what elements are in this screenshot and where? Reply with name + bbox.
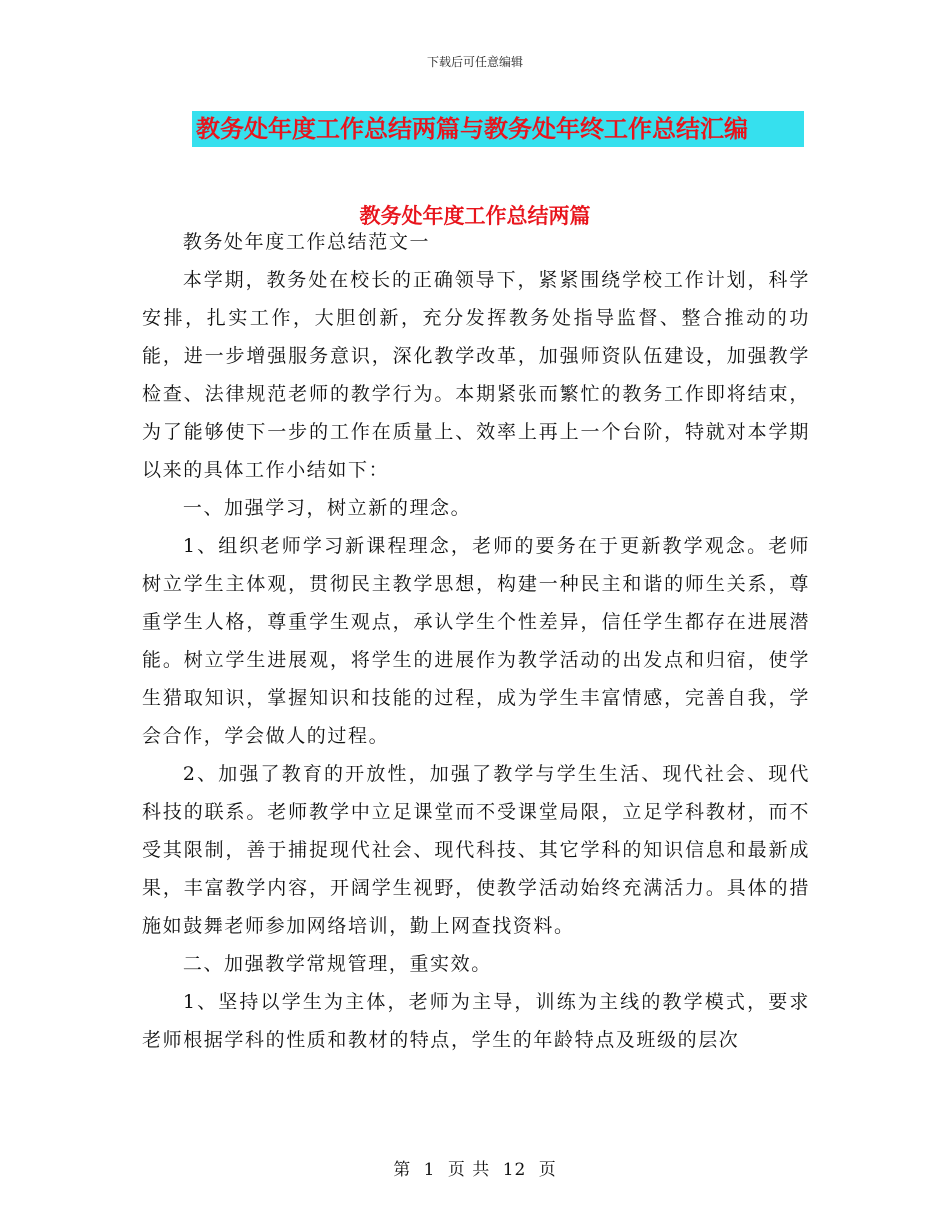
footer-label-page: 第 (393, 1160, 412, 1180)
paragraph: 1、坚持以学生为主体，老师为主导，训练为主线的教学模式，要求老师根据学科的性质和教材的特点，学生的年龄特点及班级的层次 (142, 991, 810, 1051)
footer-total-pages: 12 (502, 1160, 527, 1180)
header-note: 下载后可任意编辑 (426, 55, 523, 69)
paragraph-heading: 教务处年度工作总结范文一 (182, 231, 431, 253)
footer-label-of: 页 共 (447, 1160, 491, 1180)
paragraph: 2、加强了教育的开放性，加强了教学与学生生活、现代社会、现代科技的联系。老师教学中立足课堂而不受课堂局限，立足学科教材，而不受其限制，善于捕捉现代社会、现代科技、其它学科的知识信息和最新成果，丰富教学内容，开阔学生视野，使教学活动始终充满活力。具体的措施如鼓舞老师参加网络培训，勤上网查找资料。 (142, 763, 810, 937)
paragraph: 本学期，教务处在校长的正确领导下，紧紧围绕学校工作计划，科学安排，扎实工作，大胆创新，充分发挥教务处指导监督、整合推动的功能，进一步增强服务意识，深化教学改革，加强师资队伍建设，加强教学检查、法律规范老师的教学行为。本期紧张而繁忙的教务工作即将结束，为了能够使下一步的工作在质量上、效率上再上一个台阶，特就对本学期以来的具体工作小结如下： (142, 269, 810, 481)
footer-label-end: 页 (538, 1160, 557, 1180)
paragraph-heading: 一、加强学习，树立新的理念。 (182, 497, 472, 519)
footer-current-page: 1 (423, 1160, 436, 1180)
paragraph: 1、组织老师学习新课程理念，老师的要务在于更新教学观念。老师树立学生主体观，贯彻民主教学思想，构建一种民主和谐的师生关系，尊重学生人格，尊重学生观点，承认学生个性差异，信任学生都存在进展潜能。树立学生进展观，将学生的进展作为教学活动的出发点和归宿，使学生猎取知识，掌握知识和技能的过程，成为学生丰富情感，完善自我，学会合作，学会做人的过程。 (142, 535, 810, 747)
paragraph-heading: 二、加强教学常规管理，重实效。 (182, 953, 492, 975)
document-body (142, 223, 810, 1059)
main-title: 教务处年度工作总结两篇与教务处年终工作总结汇编 (192, 111, 804, 147)
page-number-footer (0, 1155, 950, 1180)
section-title: 教务处年度工作总结两篇 (359, 204, 591, 228)
